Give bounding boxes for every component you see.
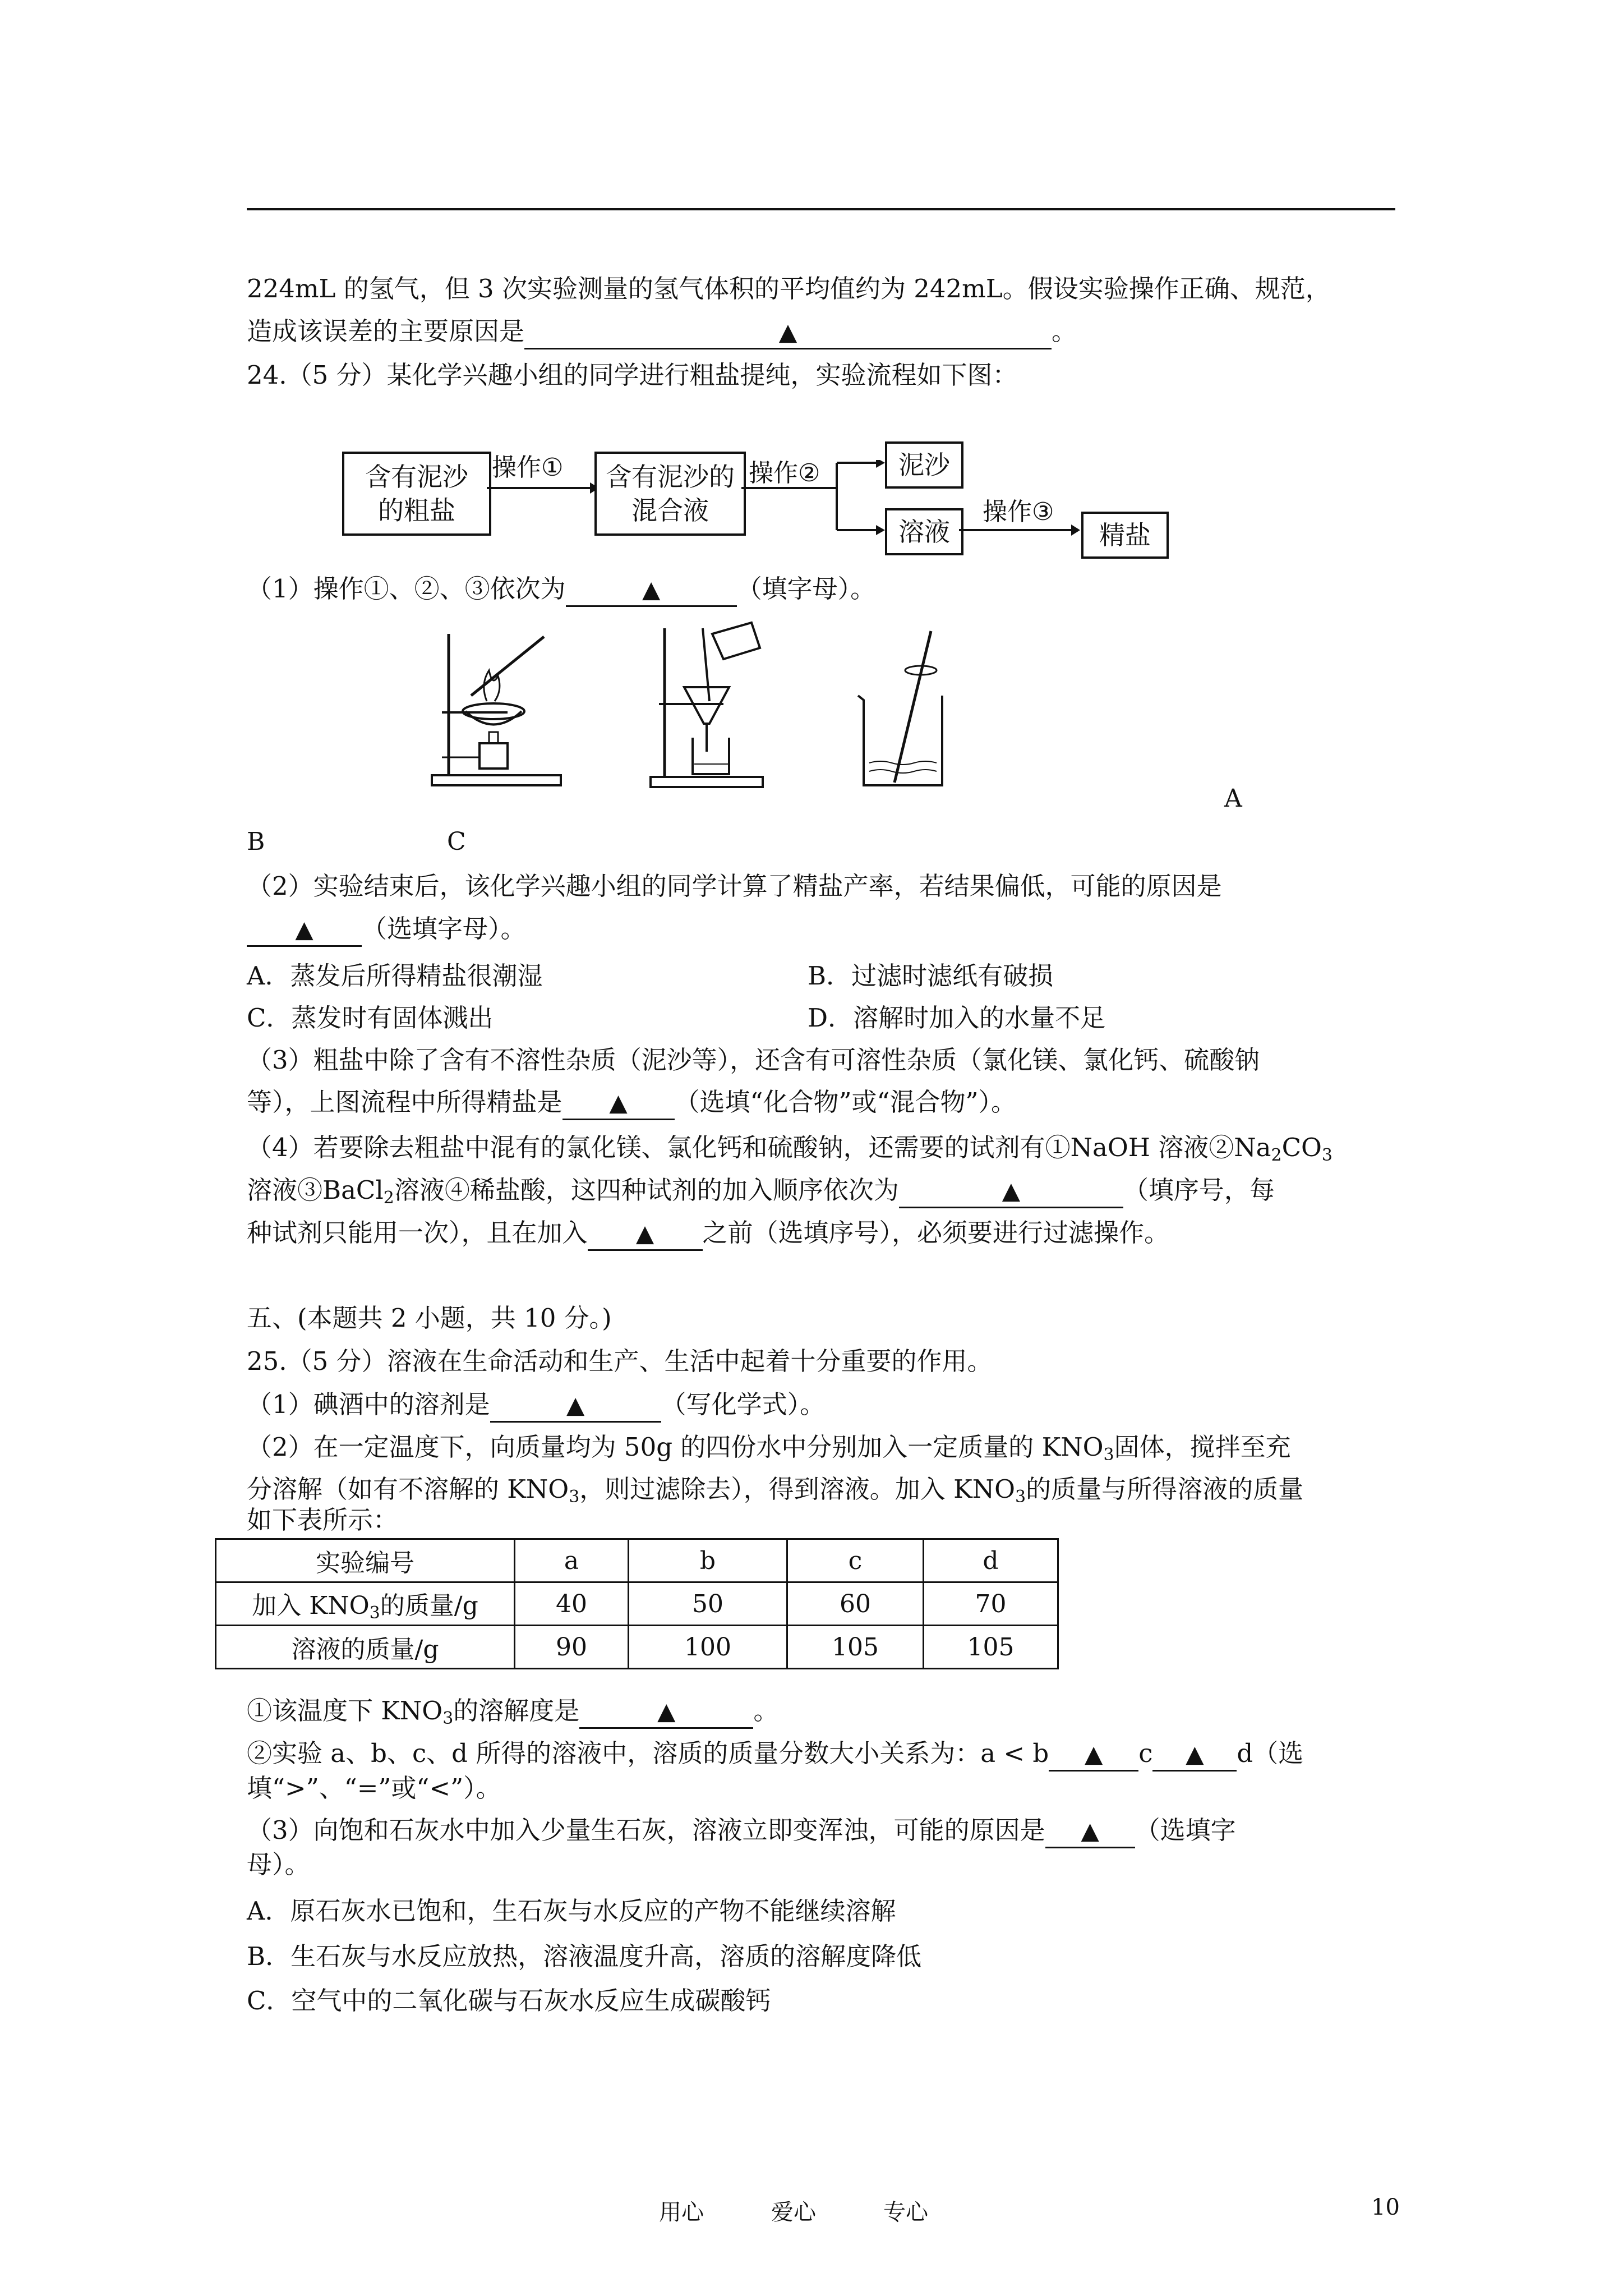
table-cell: 100 (629, 1626, 787, 1669)
answer-blank: ▲ (588, 1217, 703, 1251)
section-5-heading: 五、(本题共 2 小题，共 10 分。) (247, 1303, 612, 1333)
answer-blank: ▲ (524, 316, 1052, 349)
intro-line-2: 造成该误差的主要原因是 ▲ 。 (247, 315, 1077, 349)
q25-option-b: B．生石灰与水反应放热，溶液温度升高，溶质的溶解度降低 (247, 1941, 922, 1971)
q25-sub2-line2: 填“>”、“=”或“<”）。 (247, 1773, 501, 1803)
kno3-data-table (215, 1538, 1059, 1669)
q24-option-a: A．蒸发后所得精盐很潮湿 (247, 961, 543, 991)
q25-sub1: ①该温度下 $KNO_3$的溶解度是 ▲ 。 (247, 1696, 779, 1728)
answer-blank: ▲ (1152, 1738, 1237, 1772)
apparatus-label-a: A (1224, 784, 1242, 813)
q24-part3-line1: （3）粗盐中除了含有不溶性杂质（泥沙等），还含有可溶性杂质（氯化镁、氯化钙、硫酸钠 (247, 1045, 1260, 1075)
q25-part1: （1）碘酒中的溶剂是 ▲ （写化学式）。 (247, 1388, 825, 1423)
q25-part2-line2: 分溶解（如有不溶解的 $KNO_3$，则过滤除去），得到溶液。加入 $KNO_3$的质量与所得溶液的质量 (247, 1474, 1304, 1507)
q25-part2-line1: （2）在一定温度下，向质量均为 50g 的四份水中分别加入一定质量的 $KNO_3$固体，搅拌至充 (247, 1432, 1291, 1465)
flow-box-refined-salt: 精盐 (1081, 512, 1169, 559)
table-cell: 60 (787, 1582, 924, 1626)
table-cell: 105 (787, 1626, 924, 1669)
table-header-cell: b (629, 1539, 787, 1582)
q25-title: 25.（5 分）溶液在生命活动和生产、生活中起着十分重要的作用。 (247, 1346, 993, 1376)
header-rule (247, 208, 1395, 210)
answer-blank: ▲ (1045, 1815, 1135, 1848)
q24-option-d: D．溶解时加入的水量不足 (808, 1003, 1106, 1033)
q25-sub2-line1: ②实验 a、b、c、d 所得的溶液中，溶质的质量分数大小关系为：a < b ▲ c ▲ d（选 (247, 1737, 1303, 1772)
table-cell: 90 (515, 1626, 629, 1669)
q25-part3-line2: 母）。 (247, 1849, 310, 1879)
apparatus-label-b: B (247, 827, 265, 856)
q24-title: 24.（5 分）某化学兴趣小组的同学进行粗盐提纯，实验流程如下图： (247, 360, 1018, 390)
flow-op1-label: 操作① (492, 453, 564, 482)
apparatus-dissolving-figure (847, 628, 970, 797)
flow-op3-label: 操作③ (983, 498, 1054, 526)
apparatus-evaporation-figure (426, 628, 572, 794)
table-row (216, 1582, 1058, 1626)
table-header-row (216, 1539, 1058, 1582)
table-cell: 50 (629, 1582, 787, 1626)
q25-part2-line3: 如下表所示： (247, 1505, 399, 1535)
table-header-cell: a (515, 1539, 629, 1582)
table-cell: 70 (924, 1582, 1058, 1626)
q24-part2-line1: （2）实验结束后，该化学兴趣小组的同学计算了精盐产率，若结果偏低，可能的原因是 (247, 871, 1222, 901)
table-header-cell: 实验编号 (216, 1539, 515, 1582)
q24-part1: （1）操作①、②、③依次为 ▲ （填字母）。 (247, 572, 875, 607)
answer-blank: ▲ (899, 1175, 1123, 1208)
table-cell: 40 (515, 1582, 629, 1626)
flow-arrow-3 (959, 522, 1082, 539)
apparatus-label-c: C (447, 827, 466, 856)
page-number: 10 (1371, 2194, 1400, 2220)
flow-arrow-branch (741, 460, 887, 544)
flow-box-solution: 溶液 (885, 508, 963, 555)
apparatus-filtration-figure (645, 617, 791, 794)
answer-blank: ▲ (1049, 1738, 1138, 1772)
q25-option-a: A．原石灰水已饱和，生石灰与水反应的产物不能继续溶解 (247, 1896, 896, 1926)
table-header-cell: d (924, 1539, 1058, 1582)
q24-part3-line2: 等），上图流程中所得精盐是 ▲ （选填“化合物”或“混合物”）。 (247, 1085, 1016, 1120)
flow-box-sand: 泥沙 (885, 441, 963, 489)
flow-box-crude-salt: 含有泥沙 的粗盐 (342, 452, 491, 536)
flow-op2-label: 操作② (749, 459, 820, 487)
answer-blank: ▲ (490, 1389, 661, 1423)
answer-blank: ▲ (247, 913, 362, 947)
table-cell: 105 (924, 1626, 1058, 1669)
answer-blank: ▲ (562, 1087, 675, 1120)
q25-option-c: C．空气中的二氧化碳与石灰水反应生成碳酸钙 (247, 1986, 771, 2016)
q24-part4-line2: 溶液③BaCl$_2$溶液④稀盐酸，这四种试剂的加入顺序依次为 ▲ （填序号，每 (247, 1175, 1275, 1208)
q24-option-c: C．蒸发时有固体溅出 (247, 1003, 494, 1033)
q24-part2-line2: ▲ （选填字母）。 (247, 912, 526, 947)
answer-blank: ▲ (566, 573, 737, 607)
q25-part3-line1: （3）向饱和石灰水中加入少量生石灰，溶液立即变浑浊，可能的原因是 ▲ （选填字 (247, 1814, 1236, 1848)
answer-blank: ▲ (579, 1695, 753, 1729)
footer-motto: 用心 爱心 专心 (659, 2200, 928, 2225)
table-header-cell: c (787, 1539, 924, 1582)
q24-part4-line3: 种试剂只能用一次），且在加入 ▲ 之前（选填序号），必须要进行过滤操作。 (247, 1216, 1169, 1251)
flow-arrow-1 (487, 480, 599, 496)
flow-box-mixture: 含有泥沙的 混合液 (594, 452, 746, 536)
table-row (216, 1626, 1058, 1669)
q24-part4-line1: （4）若要除去粗盐中混有的氯化镁、氯化钙和硫酸钠，还需要的试剂有①NaOH 溶液$②Na_2CO_3$ (247, 1133, 1332, 1165)
table-row-label: 溶液的质量/g (216, 1626, 515, 1669)
table-row-label: 加入 $KNO_3$的质量/g (216, 1582, 515, 1626)
intro-line-1: 224mL 的氢气，但 3 次实验测量的氢气体积的平均值约为 242mL。假设实验操作正确、规范， (247, 274, 1331, 303)
q24-option-b: B．过滤时滤纸有破损 (808, 961, 1054, 991)
